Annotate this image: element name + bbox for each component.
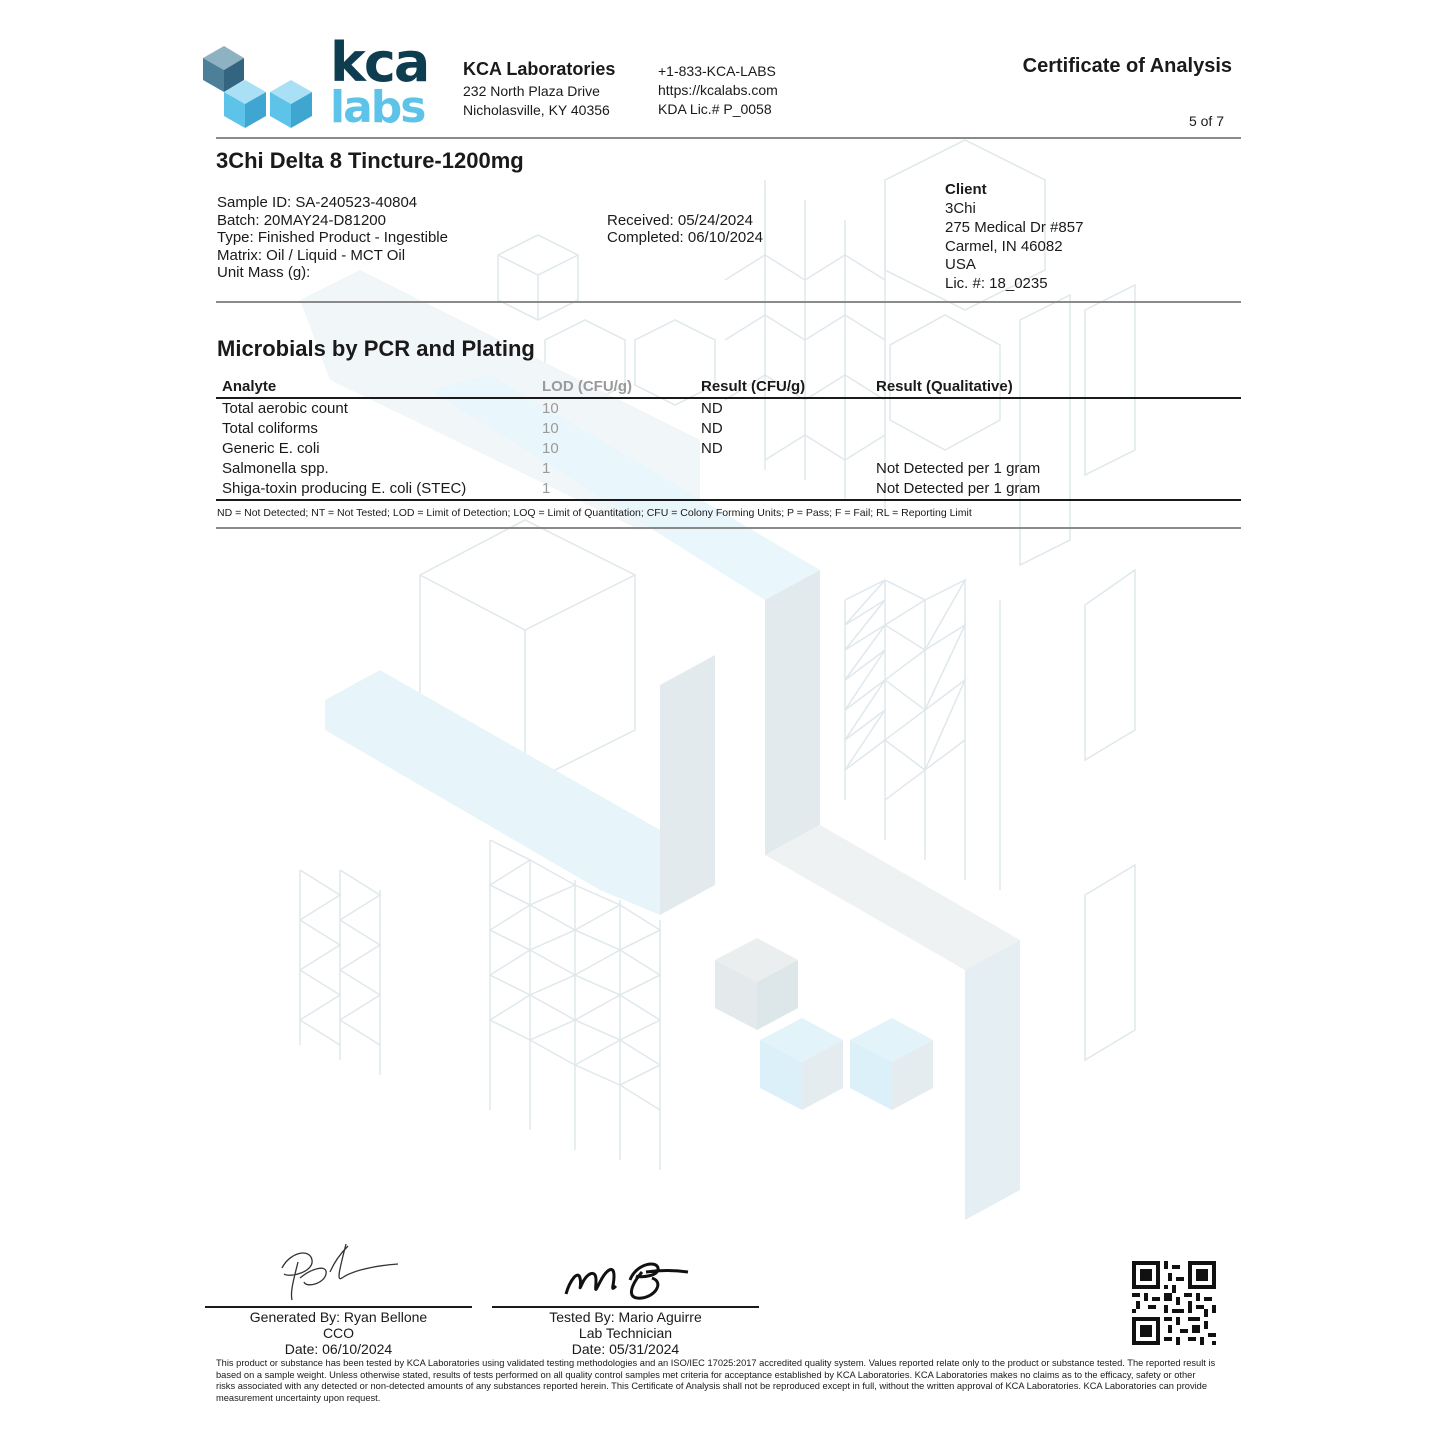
generated-by: Generated By: Ryan Bellone: [249, 1309, 428, 1325]
row-analyte: Salmonella spp.: [222, 460, 329, 477]
row-analyte: Total coliforms: [222, 420, 318, 437]
signature-mario-aguirre: [560, 1250, 700, 1310]
logo-cubes-icon: [200, 40, 320, 132]
sample-id: Sample ID: SA-240523-40804: [217, 194, 418, 211]
tested-date: Date: 05/31/2024: [571, 1341, 680, 1357]
lab-name: KCA Laboratories: [463, 59, 616, 79]
col-qualitative: Result (Qualitative): [876, 378, 1013, 395]
lab-website[interactable]: https://kcalabs.com: [658, 82, 778, 98]
generated-role: CCO: [322, 1325, 355, 1341]
legend-divider: [216, 527, 1241, 529]
row-analyte: Shiga-toxin producing E. coli (STEC): [222, 480, 467, 497]
header-divider: [216, 137, 1241, 139]
col-result: Result (CFU/g): [701, 378, 806, 395]
matrix: Matrix: Oil / Liquid - MCT Oil: [217, 247, 406, 264]
row-qualitative: Not Detected per 1 gram: [876, 480, 1041, 497]
client-heading: Client: [945, 181, 987, 198]
logo-text-kca: kca: [330, 31, 429, 94]
tested-signature-line: [492, 1306, 759, 1308]
row-lod: 10: [542, 420, 559, 437]
client-country: USA: [945, 256, 976, 273]
generated-date: Date: 06/10/2024: [284, 1341, 393, 1357]
abbreviation-legend: ND = Not Detected; NT = Not Tested; LOD = Limit of Detection; LOQ = Limit of Quantitation; CFU = Colony Forming Units; P = Pass; F = Fail; RL = Reporting Limit: [217, 507, 972, 519]
row-lod: 10: [542, 440, 559, 457]
row-result: ND: [701, 400, 723, 417]
lab-phone: +1-833-KCA-LABS: [658, 63, 776, 79]
client-address1: 275 Medical Dr #857: [945, 219, 1084, 236]
page-number: 5 of 7: [1188, 113, 1224, 129]
table-header-rule: [216, 397, 1241, 399]
unit-mass: Unit Mass (g):: [217, 264, 311, 281]
row-lod: 1: [542, 480, 551, 497]
col-lod: LOD (CFU/g): [542, 378, 632, 395]
kca-logo: [200, 31, 440, 133]
signature-ryan-bellone: [270, 1238, 410, 1308]
batch: Batch: 20MAY24-D81200: [217, 212, 386, 229]
row-result: ND: [701, 420, 723, 437]
table-footer-rule: [216, 499, 1241, 501]
completed-date: Completed: 06/10/2024: [607, 229, 763, 246]
generated-signature-line: [205, 1306, 472, 1308]
product-divider: [216, 301, 1241, 303]
row-lod: 1: [542, 460, 551, 477]
section-title: Microbials by PCR and Plating: [217, 336, 535, 361]
tested-by: Tested By: Mario Aguirre: [549, 1309, 702, 1325]
row-lod: 10: [542, 400, 559, 417]
row-analyte: Generic E. coli: [222, 440, 320, 457]
document-title: Certificate of Analysis: [1022, 55, 1232, 77]
row-result: ND: [701, 440, 723, 457]
client-name: 3Chi: [945, 200, 976, 217]
lab-license: KDA Lic.# P_0058: [658, 101, 772, 117]
col-analyte: Analyte: [222, 378, 277, 395]
client-license: Lic. #: 18_0235: [945, 275, 1048, 292]
lab-address-line1: 232 North Plaza Drive: [463, 83, 600, 99]
tested-role: Lab Technician: [578, 1325, 673, 1341]
disclaimer-text: This product or substance has been tested by KCA Laboratories using validated testing methodologies and an ISO/IEC 17025:2017 accredited quality system. Values reported relate only to the product or substance tested. The reported result is based on a sample weight. Unless otherwise stated, results of tests performed on all quality control samples met criteria for acceptance established by KCA Laboratories. KCA Laboratories makes no claims as to the efficacy, safety or other risks associated with any detected or non-detected amounts of any substances reported herein. This Certificate of Analysis shall not be reproduced except in full, without the written approval of KCA Laboratories. KCA Laboratories can provide measurement uncertainty upon request.: [216, 1358, 1216, 1403]
qr-code-icon[interactable]: [1132, 1261, 1216, 1345]
received-date: Received: 05/24/2024: [607, 212, 753, 229]
logo-text-labs: labs: [330, 82, 425, 133]
lab-address-line2: Nicholasville, KY 40356: [463, 102, 610, 118]
sample-type: Type: Finished Product - Ingestible: [217, 229, 448, 246]
product-name: 3Chi Delta 8 Tincture-1200mg: [216, 148, 524, 173]
row-analyte: Total aerobic count: [222, 400, 348, 417]
row-qualitative: Not Detected per 1 gram: [876, 460, 1041, 477]
client-address2: Carmel, IN 46082: [945, 238, 1063, 255]
